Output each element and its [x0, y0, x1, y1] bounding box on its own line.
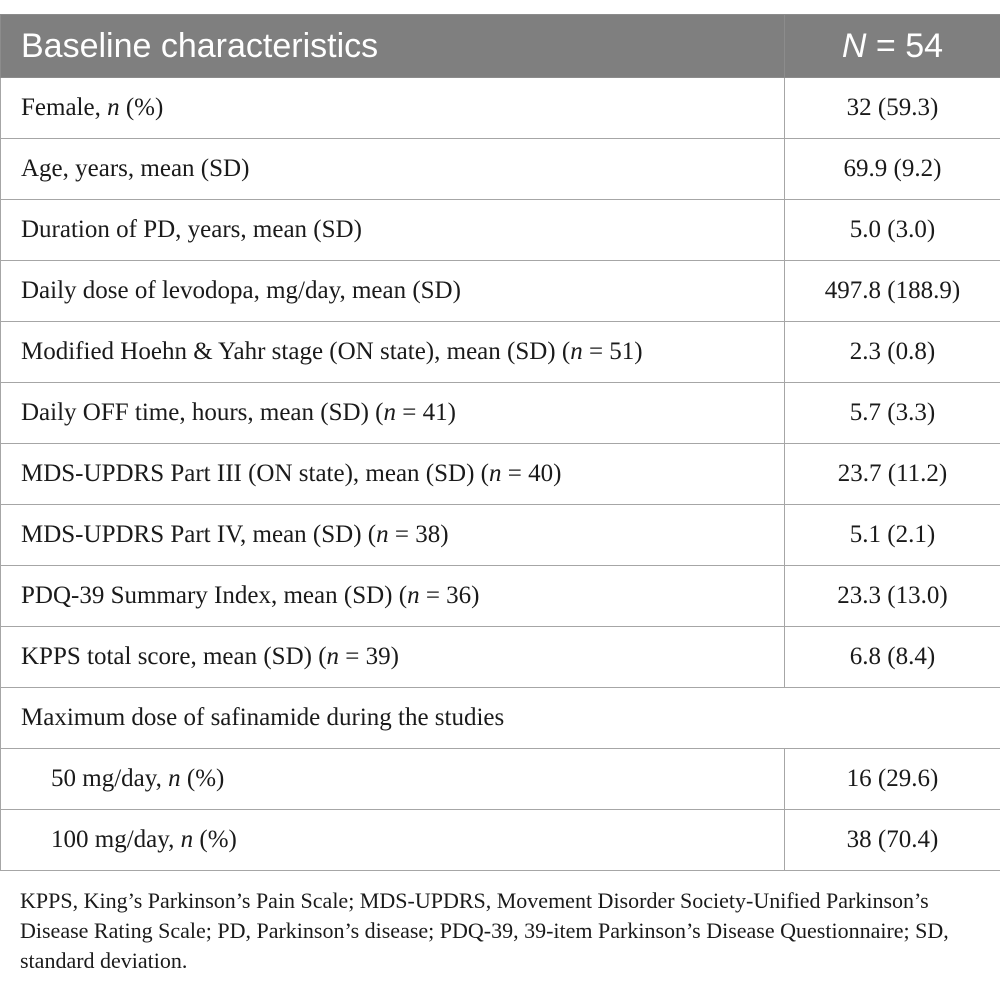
table-footnote: KPPS, King’s Parkinson’s Pain Scale; MDS-UPDRS, Movement Disorder Society-Unified Parkinson’s Disease Rating Scale; PD, Parkinson’s disease; PDQ-39, 39-item Parkinson’s Disease Questionnaire; SD, standard deviation.: [20, 888, 949, 973]
table-row: [1, 78, 1000, 139]
section-title: Maximum dose of safinamide during the studies: [1, 688, 1000, 749]
label-suffix: = 40): [501, 460, 562, 487]
table-body: [1, 78, 1000, 871]
table-row: [1, 139, 1000, 200]
table-row: [1, 505, 1000, 566]
row-label: [1, 322, 785, 383]
table-row: [1, 444, 1000, 505]
section-row: [1, 688, 1000, 749]
table-row: [1, 261, 1000, 322]
baseline-characteristics-table: [0, 14, 1000, 871]
table-row: [1, 200, 1000, 261]
table-row: [1, 322, 1000, 383]
header-characteristics: Baseline characteristics: [1, 15, 785, 78]
baseline-table-container: [0, 14, 1000, 871]
row-label: [1, 444, 785, 505]
table-row: [1, 810, 1000, 871]
header-n-value: = 54: [866, 26, 944, 65]
table-row: [1, 566, 1000, 627]
table-row: [1, 749, 1000, 810]
label-suffix: (%): [119, 94, 164, 121]
header-n-symbol: N: [841, 26, 867, 65]
row-value: 5.7 (3.3): [785, 383, 1000, 444]
label-suffix: (%): [193, 826, 237, 853]
table-row: [1, 627, 1000, 688]
label-italic: n: [180, 826, 194, 853]
label-text: MDS-UPDRS Part IV, mean (SD) (: [21, 521, 377, 548]
label-italic: n: [376, 521, 389, 548]
label-text: PDQ-39 Summary Index, mean (SD) (: [21, 582, 408, 609]
row-value: 23.7 (11.2): [785, 444, 1000, 505]
label-suffix: = 51): [582, 338, 643, 365]
row-label: [1, 749, 785, 810]
label-text: Modified Hoehn & Yahr stage (ON state), mean (SD) (: [21, 338, 571, 365]
label-italic: n: [107, 94, 120, 121]
label-suffix: = 36): [419, 582, 480, 609]
row-value: 23.3 (13.0): [785, 566, 1000, 627]
table-row: [1, 383, 1000, 444]
row-value: 5.1 (2.1): [785, 505, 1000, 566]
row-label: [1, 505, 785, 566]
row-value: 38 (70.4): [785, 810, 1000, 871]
label-suffix: = 41): [395, 399, 456, 426]
label-italic: n: [168, 765, 181, 792]
table-header: [1, 15, 1000, 78]
row-value: 69.9 (9.2): [785, 139, 1000, 200]
label-suffix: = 38): [388, 521, 449, 548]
label-text: Female,: [21, 94, 108, 121]
header-row: [1, 15, 1000, 78]
label-text: Daily dose of levodopa, mg/day, mean (SD): [21, 277, 461, 304]
header-sample-size: [785, 15, 1000, 78]
label-suffix: (%): [180, 765, 225, 792]
label-italic: n: [383, 399, 396, 426]
row-label: [1, 200, 785, 261]
row-label: [1, 383, 785, 444]
row-value: 2.3 (0.8): [785, 322, 1000, 383]
row-label: [1, 810, 785, 871]
row-value: 6.8 (8.4): [785, 627, 1000, 688]
label-italic: n: [489, 460, 502, 487]
row-label: [1, 139, 785, 200]
label-text: Duration of PD, years, mean (SD): [21, 216, 362, 243]
label-italic: n: [326, 643, 340, 670]
row-value: 5.0 (3.0): [785, 200, 1000, 261]
row-label: [1, 566, 785, 627]
label-text: KPPS total score, mean (SD) (: [21, 643, 327, 670]
row-value: 497.8 (188.9): [785, 261, 1000, 322]
label-text: Daily OFF time, hours, mean (SD) (: [21, 399, 384, 426]
label-text: MDS-UPDRS Part III (ON state), mean (SD) (: [21, 460, 489, 487]
label-suffix: = 39): [339, 643, 399, 670]
row-label: [1, 261, 785, 322]
row-value: 16 (29.6): [785, 749, 1000, 810]
row-value: 32 (59.3): [785, 78, 1000, 139]
row-label: [1, 78, 785, 139]
row-label: [1, 627, 785, 688]
label-italic: n: [407, 582, 420, 609]
label-text: 100 mg/day,: [51, 826, 181, 853]
label-text: 50 mg/day,: [51, 765, 169, 792]
label-text: Age, years, mean (SD): [21, 155, 250, 182]
label-italic: n: [570, 338, 583, 365]
